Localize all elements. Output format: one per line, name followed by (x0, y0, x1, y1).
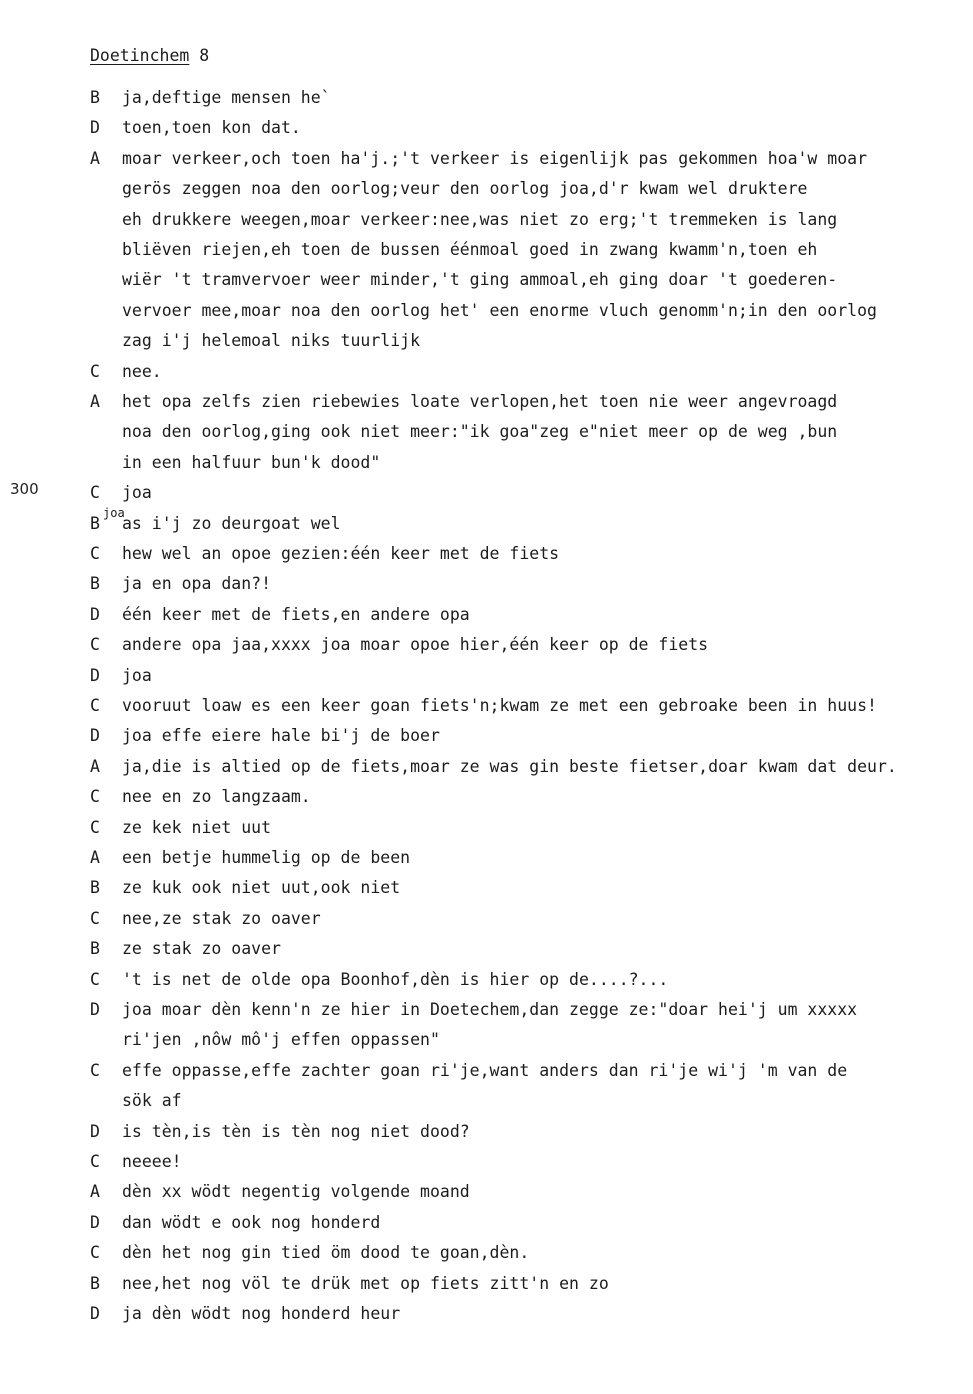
utterance (122, 83, 331, 113)
utterance (122, 1056, 847, 1117)
transcript-turn (0, 813, 973, 843)
utterance-line: ja dèn wödt nog honderd heur (122, 1304, 401, 1323)
speaker-label: C (90, 969, 100, 989)
utterance (122, 539, 559, 569)
transcript-turn (0, 1208, 973, 1238)
utterance-line: nee,het nog völ te drük met op fiets zitt'n en zo (122, 1273, 609, 1293)
speaker-label: C (90, 817, 100, 837)
utterance-line: ze stak zo oaver (122, 939, 281, 959)
utterance (122, 357, 162, 387)
utterance (122, 752, 897, 782)
speaker-label: B (90, 574, 100, 594)
utterance-line: eh drukkere weegen,moar verkeer:nee,was niet zo erg;'t tremmeken is lang (122, 209, 838, 229)
utterance (122, 965, 668, 995)
utterance-line: nee,ze stak zo oaver (122, 908, 321, 928)
utterance (122, 144, 877, 357)
page-header (90, 44, 209, 68)
header-place: Doetinchem (90, 46, 190, 65)
utterance (122, 387, 837, 478)
speaker-label: C (90, 1060, 100, 1080)
speaker-label: C (90, 1152, 100, 1171)
utterance-line: andere opa jaa,xxxx joa moar opoe hier,één keer op de fiets (122, 635, 709, 655)
transcript-turn (0, 995, 973, 1056)
transcript-turn (0, 478, 973, 508)
transcript-turn (0, 1056, 973, 1117)
speaker-label: D (90, 1304, 100, 1323)
utterance-line: in een halfuur bun'k dood" (122, 452, 381, 472)
utterance (122, 691, 877, 721)
speaker-label: D (90, 726, 100, 746)
speaker-label: C (90, 544, 100, 563)
utterance (122, 569, 271, 599)
transcript-turn (0, 83, 973, 113)
transcript-turn (0, 934, 973, 964)
speaker-label: D (90, 1121, 100, 1141)
utterance (122, 1208, 380, 1238)
utterance-line: dèn het nog gin tied öm dood te goan,dèn. (122, 1243, 530, 1263)
transcript-turn (0, 1299, 973, 1329)
speaker-label: B (90, 513, 100, 533)
transcript-turn (0, 661, 973, 691)
utterance-line: effe oppasse,effe zachter goan ri'je,want anders dan ri'je wi'j 'm van de (122, 1060, 848, 1080)
utterance-line: dèn xx wödt negentig volgende moand (122, 1182, 470, 1202)
speaker-label: C (90, 635, 100, 655)
utterance (122, 1147, 182, 1177)
utterance-line: nee. (122, 361, 162, 381)
utterance-line: joa (122, 483, 152, 503)
utterance-line: vooruut loaw es een keer goan fiets'n;kwam ze met een gebroake been in huus! (122, 696, 877, 715)
speaker-label: C (90, 1243, 100, 1263)
utterance-line: bliëven riejen,eh toen de bussen éénmoal goed in zwang kwamm'n,toen eh (122, 239, 818, 259)
transcript-turn (0, 691, 973, 721)
header-page-number: 8 (199, 46, 210, 65)
utterance (122, 1177, 470, 1207)
utterance (122, 113, 301, 143)
utterance-line: ja,deftige mensen he` (122, 88, 331, 107)
utterance (122, 813, 271, 843)
transcript-turn (0, 873, 973, 903)
speaker-label: D (90, 604, 100, 624)
speaker-label: C (90, 787, 100, 807)
utterance (122, 721, 440, 751)
transcript-turn (0, 387, 973, 478)
utterance-line: toen,toen kon dat. (122, 118, 301, 138)
transcript-turn (0, 752, 973, 782)
speaker-label: C (90, 361, 100, 381)
transcript-turn (0, 569, 973, 599)
utterance (122, 1117, 470, 1147)
utterance-line: is tèn,is tèn is tèn nog niet dood? (122, 1121, 470, 1141)
utterance (122, 478, 152, 508)
utterance-line: joa effe eiere hale bi'j de boer (122, 726, 440, 746)
speaker-label: D (90, 1212, 100, 1232)
speaker-label: A (90, 392, 100, 411)
utterance-line: joa moar dèn kenn'n ze hier in Doetechem,dan zegge ze:"doar hei'j um xxxxx (122, 1000, 858, 1019)
transcript-turn (0, 904, 973, 934)
utterance (122, 1238, 529, 1268)
utterance (122, 1269, 609, 1299)
utterance-line: ze kek niet uut (122, 817, 272, 837)
transcript-turn (0, 782, 973, 812)
utterance-line: sök af (122, 1091, 182, 1111)
transcript-turn (0, 539, 973, 569)
utterance-line: dan wödt e ook nog honderd (122, 1212, 381, 1232)
utterance-line: 't is net de olde opa Boonhof,dèn is hier op de....?... (122, 969, 669, 989)
transcript-turn (0, 144, 973, 357)
utterance-line: ja,die is altied op de fiets,moar ze was gin beste fietser,doar kwam dat deur. (122, 756, 897, 776)
transcript-turn (0, 600, 973, 630)
speaker-label: A (90, 756, 100, 776)
speaker-label: D (90, 118, 100, 138)
transcript-turn (0, 1238, 973, 1268)
transcript-turn (0, 506, 973, 539)
transcript-turn (0, 630, 973, 660)
utterance-line: zag i'j helemoal niks tuurlijk (122, 331, 421, 351)
utterance-line: moar verkeer,och toen ha'j.;'t verkeer is eigenlijk pas gekommen hoa'w moar (122, 148, 868, 168)
speaker-label: B (90, 939, 100, 959)
transcript-turn (0, 1117, 973, 1147)
utterance (122, 873, 400, 903)
utterance-line: één keer met de fiets,en andere opa (122, 604, 470, 624)
speaker-label: B (90, 1273, 100, 1293)
utterance-line: joa (122, 665, 152, 685)
utterance-line: ja en opa dan?! (122, 574, 272, 594)
utterance (122, 934, 281, 964)
transcript-turn (0, 843, 973, 873)
utterance-line: hew wel an opoe gezien:één keer met de fiets (122, 544, 560, 563)
utterance (122, 509, 341, 539)
utterance-line: vervoer mee,moar noa den oorlog het' een enorme vluch genomm'n;in den oorlog (122, 300, 877, 320)
transcript-turn (0, 721, 973, 751)
transcript-turn (0, 113, 973, 143)
speaker-label: D (90, 665, 100, 685)
speaker-label: D (90, 1000, 100, 1019)
transcript-turn (0, 357, 973, 387)
transcript-turn (0, 1147, 973, 1177)
utterance-line: neeee! (122, 1152, 182, 1171)
speaker-label: A (90, 1182, 100, 1202)
utterance-line: wiër 't tramvervoer weer minder,'t ging ammoal,eh ging doar 't goederen- (122, 270, 838, 290)
speaker-label: A (90, 148, 100, 168)
speaker-label: B (90, 878, 100, 898)
speaker-label: C (90, 908, 100, 928)
speaker-label: C (90, 483, 100, 503)
utterance-line: het opa zelfs zien riebewies loate verlopen,het toen nie weer angevroagd (122, 392, 838, 411)
speaker-label: C (90, 696, 100, 715)
transcript-turn (0, 1177, 973, 1207)
superscript-annotation: joa (103, 506, 125, 520)
transcript-turn (0, 965, 973, 995)
utterance-line: een betje hummelig op de been (122, 848, 411, 867)
utterance-line: noa den oorlog,ging ook niet meer:"ik goa"zeg e"niet meer op de weg ,bun (122, 422, 838, 442)
utterance-line: as i'j zo deurgoat wel (122, 513, 341, 533)
utterance (122, 995, 857, 1056)
utterance (122, 904, 321, 934)
utterance (122, 630, 708, 660)
utterance-line: nee en zo langzaam. (122, 787, 311, 807)
utterance (122, 661, 152, 691)
speaker-label: B (90, 88, 100, 107)
utterance-line: ze kuk ook niet uut,ook niet (122, 878, 401, 898)
utterance-line: gerös zeggen noa den oorlog;veur den oorlog joa,d'r kwam wel druktere (122, 179, 808, 199)
utterance (122, 843, 410, 873)
utterance (122, 1299, 400, 1329)
speaker-label: A (90, 848, 100, 867)
utterance (122, 600, 470, 630)
utterance-line: ri'jen ,nôw mô'j effen oppassen" (122, 1030, 440, 1050)
transcript-turn (0, 1269, 973, 1299)
margin-line-number: 300 (10, 480, 39, 498)
utterance (122, 782, 311, 812)
